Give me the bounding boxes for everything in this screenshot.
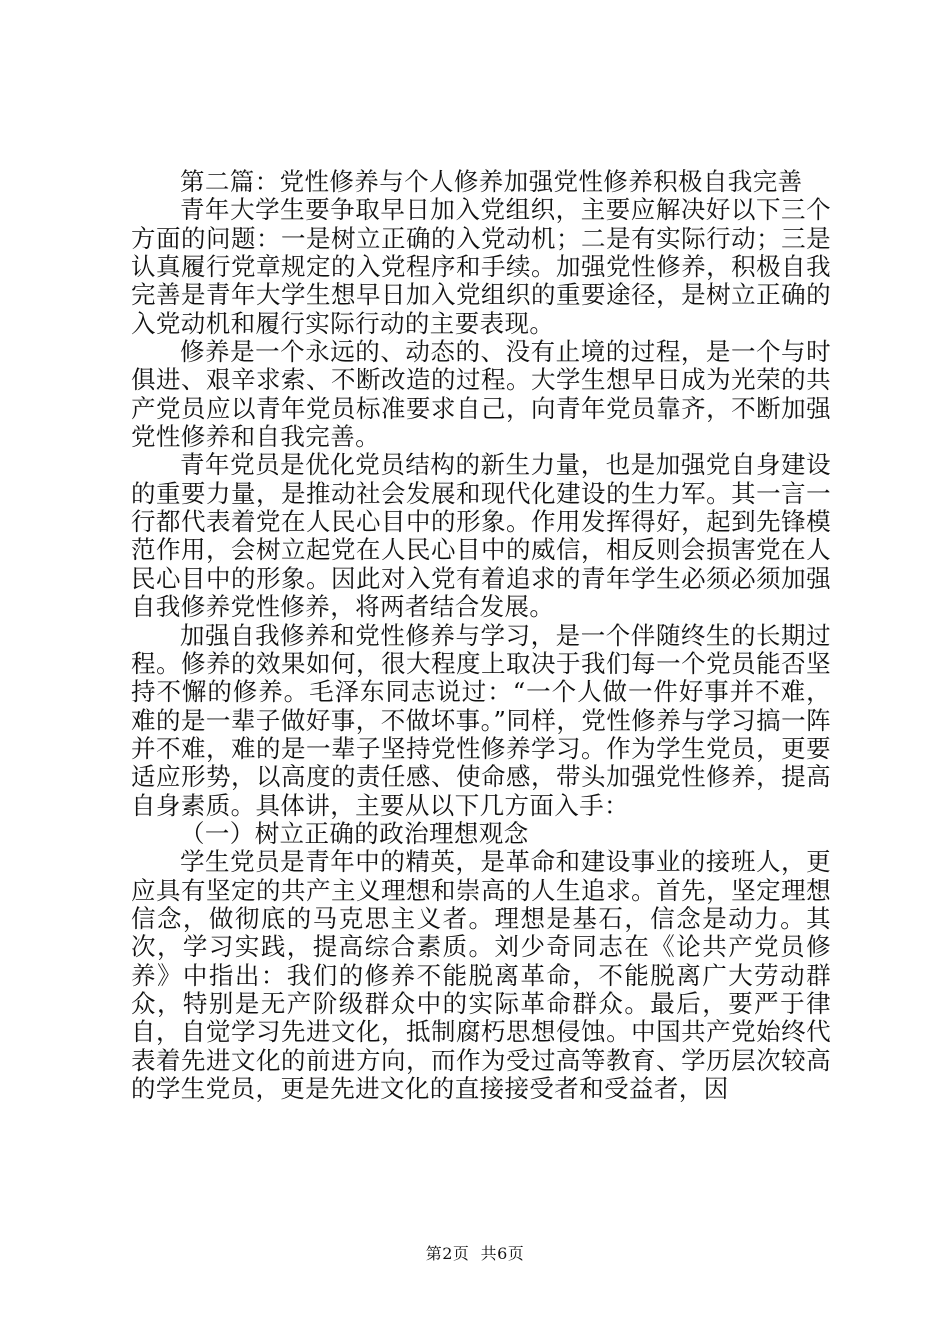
page-number-label: 第2页 共6页 xyxy=(425,1244,525,1263)
paragraph-3: 青年党员是优化党员结构的新生力量，也是加强党自身建设的重要力量，是推动社会发展和现代化建设的生力军。其一言一行都代表着党在人民心目中的形象。作用发挥得好，起到先锋模范作用，会树立起党在人民心目中的威信，相反则会损害党在人民心目中的形象。因此对入党有着追求的青年学生必须必须加强自我修养党性修养，将两者结合发展。 xyxy=(131,450,831,622)
section-heading: 第二篇：党性修养与个人修养加强党性修养积极自我完善 xyxy=(180,167,803,196)
subsection-heading: （一）树立正确的政治理想观念 xyxy=(180,818,529,848)
page-footer xyxy=(0,1244,950,1264)
paragraph-2: 修养是一个永远的、动态的、没有止境的过程，是一个与时俱进、艰辛求索、不断改造的过程。大学生想早日成为光荣的共产党员应以青年党员标准要求自己，向青年党员靠齐，不断加强党性修养和自我完善。 xyxy=(131,337,831,452)
document-body xyxy=(131,168,831,1103)
paragraph-4: 加强自我修养和党性修养与学习，是一个伴随终生的长期过程。修养的效果如何，很大程度上取决于我们每一个党员能否坚持不懈的修养。毛泽东同志说过：“一个人做一件好事并不难，难的是一辈子做好事，不做坏事。”同样，党性修养与学习搞一阵并不难，难的是一辈子坚持党性修养学习。作为学生党员，更要适应形势，以高度的责任感、使命感，带头加强党性修养，提高自身素质。具体讲，主要从以下几方面入手： xyxy=(131,620,831,820)
paragraph-1: 青年大学生要争取早日加入党组织，主要应解决好以下三个方面的问题：一是树立正确的入党动机；二是有实际行动；三是认真履行党章规定的入党程序和手续。加强党性修养，积极自我完善是青年大学生想早日加入党组织的重要途径，是树立正确的入党动机和履行实际行动的主要表现。 xyxy=(131,195,831,338)
paragraph-5: 学生党员是青年中的精英，是革命和建设事业的接班人，更应具有坚定的共产主义理想和崇高的人生追求。首先，坚定理想信念，做彻底的马克思主义者。理想是基石，信念是动力。其次，学习实践，提高综合素质。刘少奇同志在《论共产党员修养》中指出：我们的修养不能脱离革命，不能脱离广大劳动群众，特别是无产阶级群众中的实际革命群众。最后，要严于律自，自觉学习先进文化，抵制腐朽思想侵蚀。中国共产党始终代表着先进文化的前进方向，而作为受过高等教育、学历层次较高的学生党员，更是先进文化的直接接受者和受益者，因 xyxy=(131,847,831,1103)
